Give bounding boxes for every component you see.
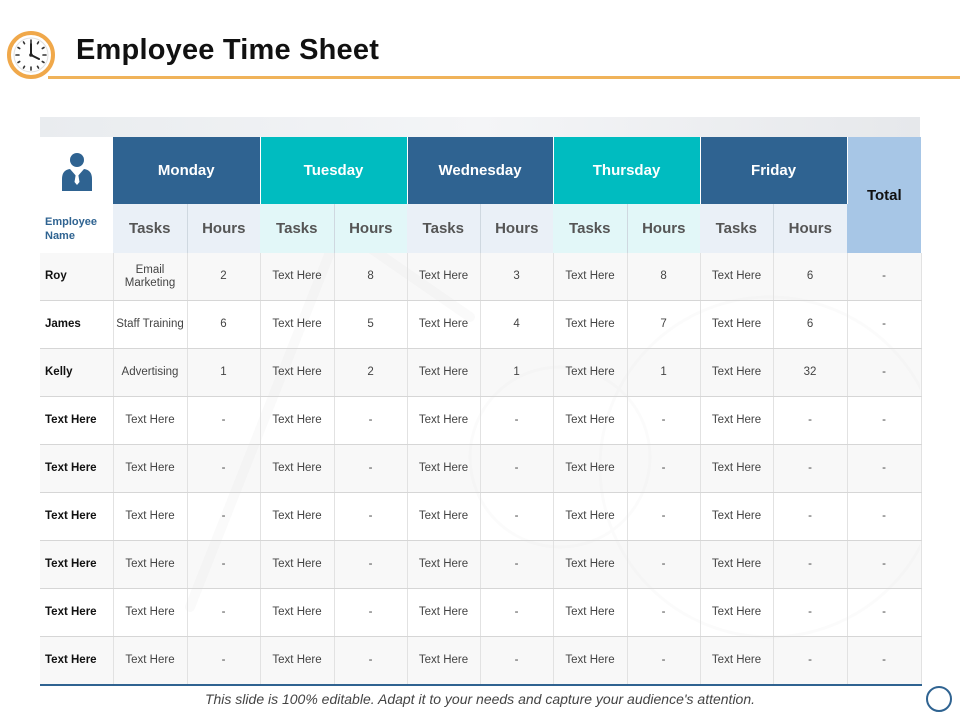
hours-cell: 5	[334, 301, 407, 349]
hours-cell: -	[334, 493, 407, 541]
day-header-wednesday: Wednesday	[407, 137, 553, 204]
task-cell: Text Here	[407, 637, 480, 686]
task-cell: Text Here	[260, 397, 334, 445]
table-row	[40, 637, 921, 686]
table-row	[40, 301, 921, 349]
employee-name-cell: Text Here	[40, 397, 113, 445]
hours-cell: -	[187, 493, 260, 541]
table-row	[40, 541, 921, 589]
table-row	[40, 349, 921, 397]
task-cell: Text Here	[113, 637, 187, 686]
hours-cell: -	[480, 445, 553, 493]
employee-name-cell: Text Here	[40, 589, 113, 637]
task-cell: Text Here	[260, 541, 334, 589]
total-cell: -	[847, 445, 921, 493]
task-cell: Text Here	[700, 541, 773, 589]
total-header: Total	[847, 137, 921, 253]
total-cell: -	[847, 637, 921, 686]
task-cell: Text Here	[553, 589, 627, 637]
hours-cell: 2	[334, 349, 407, 397]
hours-header: Hours	[627, 204, 700, 253]
day-header-monday: Monday	[113, 137, 260, 204]
hours-cell: -	[480, 589, 553, 637]
hours-cell: -	[627, 445, 700, 493]
page-title: Employee Time Sheet	[76, 34, 380, 66]
person-icon-cell	[40, 137, 113, 204]
task-cell: Text Here	[260, 349, 334, 397]
hours-cell: -	[773, 445, 847, 493]
hours-cell: -	[773, 541, 847, 589]
total-cell: -	[847, 301, 921, 349]
total-cell: -	[847, 541, 921, 589]
employee-name-cell: Text Here	[40, 637, 113, 686]
day-header-thursday: Thursday	[553, 137, 700, 204]
timesheet-table	[40, 137, 922, 686]
task-cell: Text Here	[553, 301, 627, 349]
hours-header: Hours	[480, 204, 553, 253]
hours-cell: 6	[187, 301, 260, 349]
tasks-header: Tasks	[553, 204, 627, 253]
hours-cell: 3	[480, 253, 553, 301]
hours-cell: -	[480, 493, 553, 541]
task-cell: Staff Training	[113, 301, 187, 349]
hours-cell: -	[627, 637, 700, 686]
table-row	[40, 445, 921, 493]
hours-cell: 32	[773, 349, 847, 397]
hours-cell: 1	[187, 349, 260, 397]
employee-name-cell: Roy	[40, 253, 113, 301]
task-cell: Text Here	[553, 445, 627, 493]
hours-cell: 2	[187, 253, 260, 301]
hours-cell: 1	[627, 349, 700, 397]
total-cell: -	[847, 349, 921, 397]
hours-cell: -	[187, 445, 260, 493]
hours-cell: -	[334, 589, 407, 637]
employee-name-cell: Text Here	[40, 541, 113, 589]
table-row	[40, 253, 921, 301]
task-cell: Text Here	[553, 349, 627, 397]
hours-cell: -	[187, 541, 260, 589]
tasks-header: Tasks	[407, 204, 480, 253]
footer-note: This slide is 100% editable. Adapt it to your needs and capture your audience's attention.	[204, 691, 756, 707]
hours-cell: -	[773, 637, 847, 686]
task-cell: Text Here	[700, 589, 773, 637]
employee-name-cell: Text Here	[40, 445, 113, 493]
total-cell: -	[847, 493, 921, 541]
task-cell: Text Here	[407, 397, 480, 445]
task-cell: Text Here	[700, 445, 773, 493]
hours-cell: -	[334, 637, 407, 686]
hours-cell: -	[627, 541, 700, 589]
employee-name-cell: James	[40, 301, 113, 349]
hours-header: Hours	[187, 204, 260, 253]
hours-cell: -	[627, 493, 700, 541]
task-cell: Text Here	[407, 589, 480, 637]
tasks-header: Tasks	[260, 204, 334, 253]
task-cell: Text Here	[260, 637, 334, 686]
task-cell: Text Here	[700, 493, 773, 541]
task-cell: Text Here	[407, 541, 480, 589]
task-cell: Text Here	[553, 397, 627, 445]
background-strip	[40, 117, 920, 137]
task-cell: Text Here	[700, 349, 773, 397]
tasks-header: Tasks	[113, 204, 187, 253]
hours-cell: -	[187, 589, 260, 637]
hours-cell: 8	[627, 253, 700, 301]
task-cell: Text Here	[407, 253, 480, 301]
total-cell: -	[847, 397, 921, 445]
hours-cell: 8	[334, 253, 407, 301]
task-cell: Text Here	[700, 253, 773, 301]
task-cell: Text Here	[407, 493, 480, 541]
hours-header: Hours	[334, 204, 407, 253]
task-cell: Text Here	[700, 301, 773, 349]
day-header-friday: Friday	[700, 137, 847, 204]
table-row	[40, 493, 921, 541]
task-cell: Text Here	[700, 397, 773, 445]
hours-cell: -	[627, 589, 700, 637]
task-cell: Text Here	[700, 637, 773, 686]
hours-cell: 6	[773, 301, 847, 349]
task-cell: Text Here	[260, 253, 334, 301]
hours-cell: -	[773, 493, 847, 541]
task-cell: Text Here	[260, 301, 334, 349]
employee-name-cell: Text Here	[40, 493, 113, 541]
task-cell: Text Here	[113, 397, 187, 445]
hours-cell: 1	[480, 349, 553, 397]
task-cell: Advertising	[113, 349, 187, 397]
task-cell: Text Here	[553, 637, 627, 686]
task-cell: Email Marketing	[113, 253, 187, 301]
task-cell: Text Here	[260, 493, 334, 541]
task-cell: Text Here	[553, 253, 627, 301]
task-cell: Text Here	[553, 493, 627, 541]
hours-cell: -	[480, 541, 553, 589]
task-cell: Text Here	[407, 349, 480, 397]
hours-cell: -	[480, 397, 553, 445]
task-cell: Text Here	[113, 445, 187, 493]
employee-name-header: Employee Name	[40, 204, 113, 253]
hours-cell: 7	[627, 301, 700, 349]
circle-icon[interactable]	[926, 686, 952, 712]
hours-cell: -	[334, 445, 407, 493]
task-cell: Text Here	[113, 589, 187, 637]
title-underline	[48, 76, 960, 79]
task-cell: Text Here	[113, 541, 187, 589]
hours-header: Hours	[773, 204, 847, 253]
hours-cell: -	[773, 397, 847, 445]
hours-cell: -	[480, 637, 553, 686]
hours-cell: -	[187, 397, 260, 445]
day-header-tuesday: Tuesday	[260, 137, 407, 204]
task-cell: Text Here	[553, 541, 627, 589]
hours-cell: 6	[773, 253, 847, 301]
table-row	[40, 397, 921, 445]
hours-cell: 4	[480, 301, 553, 349]
employee-name-cell: Kelly	[40, 349, 113, 397]
hours-cell: -	[334, 541, 407, 589]
hours-cell: -	[334, 397, 407, 445]
task-cell: Text Here	[260, 445, 334, 493]
task-cell: Text Here	[407, 301, 480, 349]
task-cell: Text Here	[407, 445, 480, 493]
hours-cell: -	[187, 637, 260, 686]
timesheet-body	[40, 253, 921, 685]
task-cell: Text Here	[260, 589, 334, 637]
person-icon	[57, 149, 97, 193]
hours-cell: -	[627, 397, 700, 445]
hours-cell: -	[773, 589, 847, 637]
table-row	[40, 589, 921, 637]
clock-icon	[6, 30, 56, 80]
task-cell: Text Here	[113, 493, 187, 541]
total-cell: -	[847, 589, 921, 637]
total-cell: -	[847, 253, 921, 301]
tasks-header: Tasks	[700, 204, 773, 253]
